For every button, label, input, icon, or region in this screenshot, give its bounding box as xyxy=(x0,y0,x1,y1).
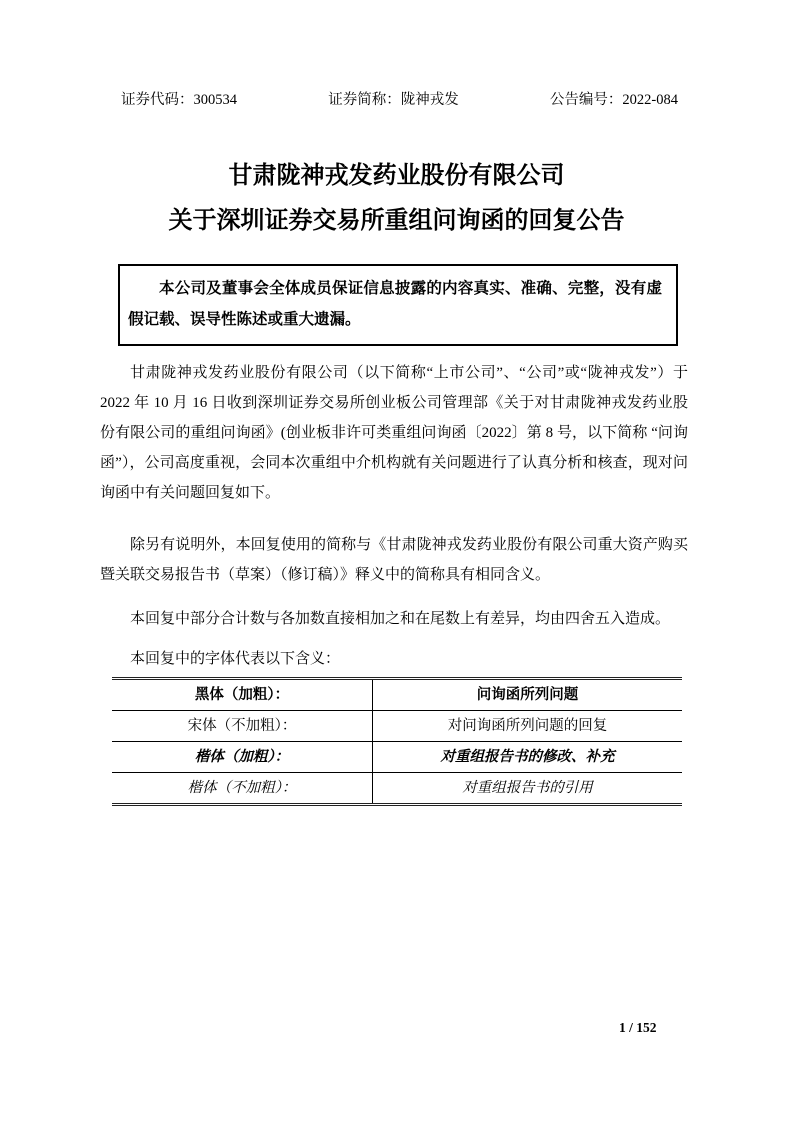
stock-code: 证券代码：300534 xyxy=(121,92,237,108)
document-title xyxy=(0,161,793,236)
doc-header xyxy=(121,90,678,110)
paragraph-rounding: 本回复中部分合计数与各加数直接相加之和在尾数上有差异，均由四舍五入造成。 xyxy=(130,611,671,627)
paragraph-intro: 甘肃陇神戎发药业股份有限公司（以下简称“上市公司”、“公司”或“陇神戎发”）于 2022 年 10 月 16 日收到深圳证券交易所创业板公司管理部《关于对甘肃陇神戎发药业股份有限公司的重组问询函》(创业板非许可类重组问询函〔2022〕第 8 号，以下简称 “问询函”），公司高度重视，会同本次重组中介机构就有关问题进行了认真分析和核查，现对问询函中有关问题回复如下。 xyxy=(100,365,688,501)
table-row xyxy=(112,742,682,773)
disclaimer-box xyxy=(118,264,678,346)
paragraph-terms: 除另有说明外，本回复使用的简称与《甘肃陇神戎发药业股份有限公司重大资产购买暨关联交易报告书（草案）（修订稿）》释义中的简称具有相同含义。 xyxy=(100,537,688,583)
font-cell: 楷体（不加粗）： xyxy=(112,773,373,805)
body-text xyxy=(100,358,688,806)
meaning-cell: 对问询函所列问题的回复 xyxy=(373,711,683,742)
title-line-2: 关于深圳证券交易所重组问询函的回复公告 xyxy=(168,208,625,234)
table-row xyxy=(112,679,682,711)
paragraph-font-note: 本回复中的字体代表以下含义： xyxy=(130,651,341,667)
announcement-number: 公告编号：2022-084 xyxy=(549,92,678,108)
table-row xyxy=(112,711,682,742)
font-legend-table xyxy=(112,677,682,806)
disclaimer-text: 本公司及董事会全体成员保证信息披露的内容真实、准确、完整，没有虚假记载、误导性陈述或重大遗漏。 xyxy=(128,280,662,328)
stock-name: 证券简称：陇神戎发 xyxy=(328,92,459,108)
table-row xyxy=(112,773,682,805)
font-cell: 楷体（加粗）： xyxy=(112,742,373,773)
page-number: 1 / 152 xyxy=(619,1020,657,1035)
meaning-cell: 对重组报告书的修改、补充 xyxy=(373,742,683,773)
font-cell: 宋体（不加粗）： xyxy=(112,711,373,742)
title-line-1: 甘肃陇神戎发药业股份有限公司 xyxy=(228,163,565,189)
meaning-cell: 对重组报告书的引用 xyxy=(462,780,593,796)
meaning-cell: 问询函所列问题 xyxy=(373,679,683,711)
font-cell: 黑体（加粗）： xyxy=(112,679,373,711)
